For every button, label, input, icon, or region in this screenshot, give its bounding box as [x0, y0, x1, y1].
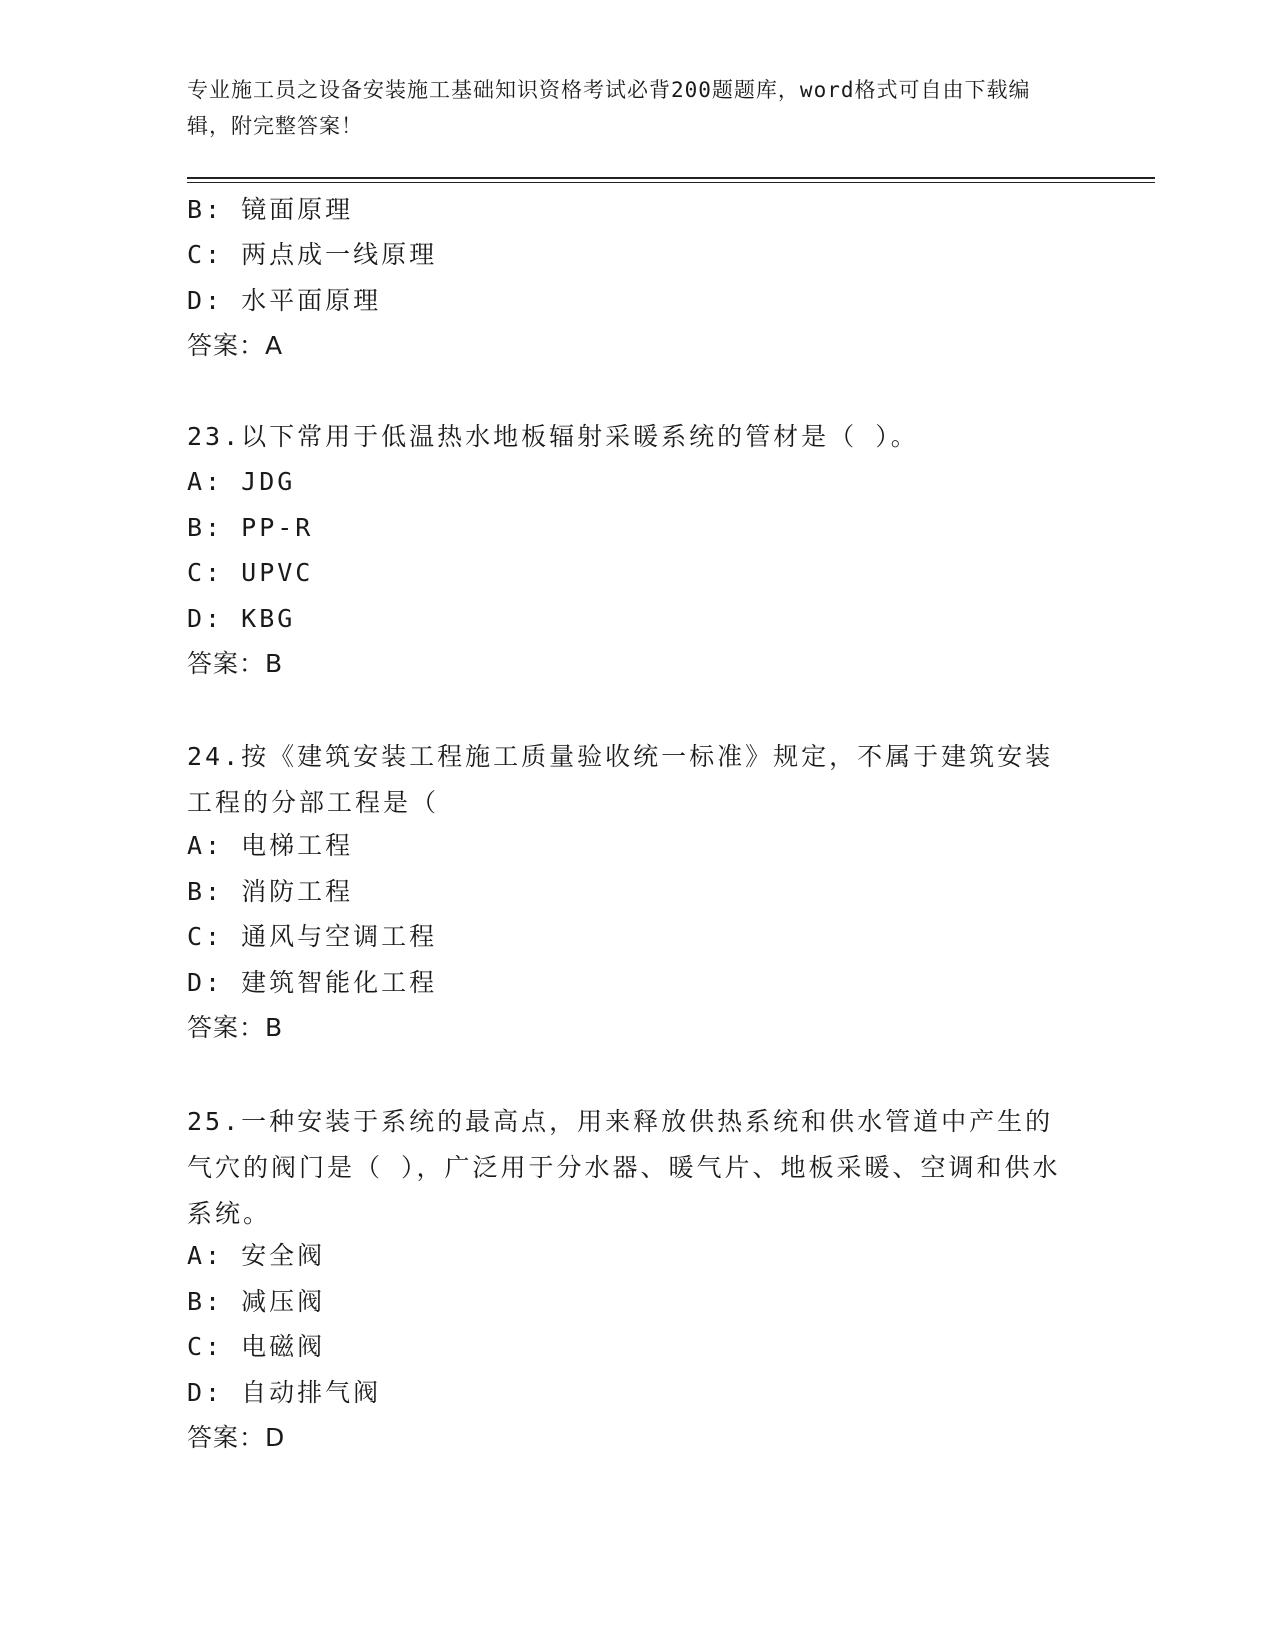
q24-question: 24.按《建筑安装工程施工质量验收统一标准》规定，不属于建筑安装工程的分部工程是（: [187, 742, 1054, 817]
q23-option-d: D: KBG: [187, 604, 296, 633]
q23-option-c: C: UPVC: [187, 558, 314, 587]
header-rule-thin: [187, 182, 1155, 183]
q24-option-b: B: 消防工程: [187, 877, 354, 906]
q25-option-b: B: 减压阀: [187, 1287, 326, 1316]
header-rule-thick: [187, 177, 1155, 179]
q22-answer: 答案：A: [187, 331, 284, 360]
q24-option-c: C: 通风与空调工程: [187, 922, 438, 951]
document-header: 专业施工员之设备安装施工基础知识资格考试必背200题题库，word格式可自由下载编辑，附完整答案！: [187, 78, 1031, 138]
q25-answer: 答案：D: [187, 1423, 286, 1452]
q23-answer: 答案：B: [187, 649, 284, 678]
q25-option-c: C: 电磁阀: [187, 1332, 326, 1361]
q24-option-a: A: 电梯工程: [187, 831, 354, 860]
q25-question: 25.一种安装于系统的最高点，用来释放供热系统和供水管道中产生的气穴的阀门是（ ），广泛用于分水器、暖气片、地板采暖、空调和供水系统。: [187, 1107, 1061, 1228]
q25-option-a: A: 安全阀: [187, 1241, 326, 1270]
q22-option-c: C: 两点成一线原理: [187, 240, 438, 269]
q24-answer: 答案：B: [187, 1013, 284, 1042]
q24-option-d: D: 建筑智能化工程: [187, 968, 438, 997]
q23-question: 23.以下常用于低温热水地板辐射采暖系统的管材是（ ）。: [187, 422, 919, 451]
q25-option-d: D: 自动排气阀: [187, 1378, 382, 1407]
q23-option-a: A: JDG: [187, 467, 296, 496]
q23-option-b: B: PP-R: [187, 513, 314, 542]
q22-option-d: D: 水平面原理: [187, 286, 382, 315]
q22-option-b: B: 镜面原理: [187, 195, 354, 224]
